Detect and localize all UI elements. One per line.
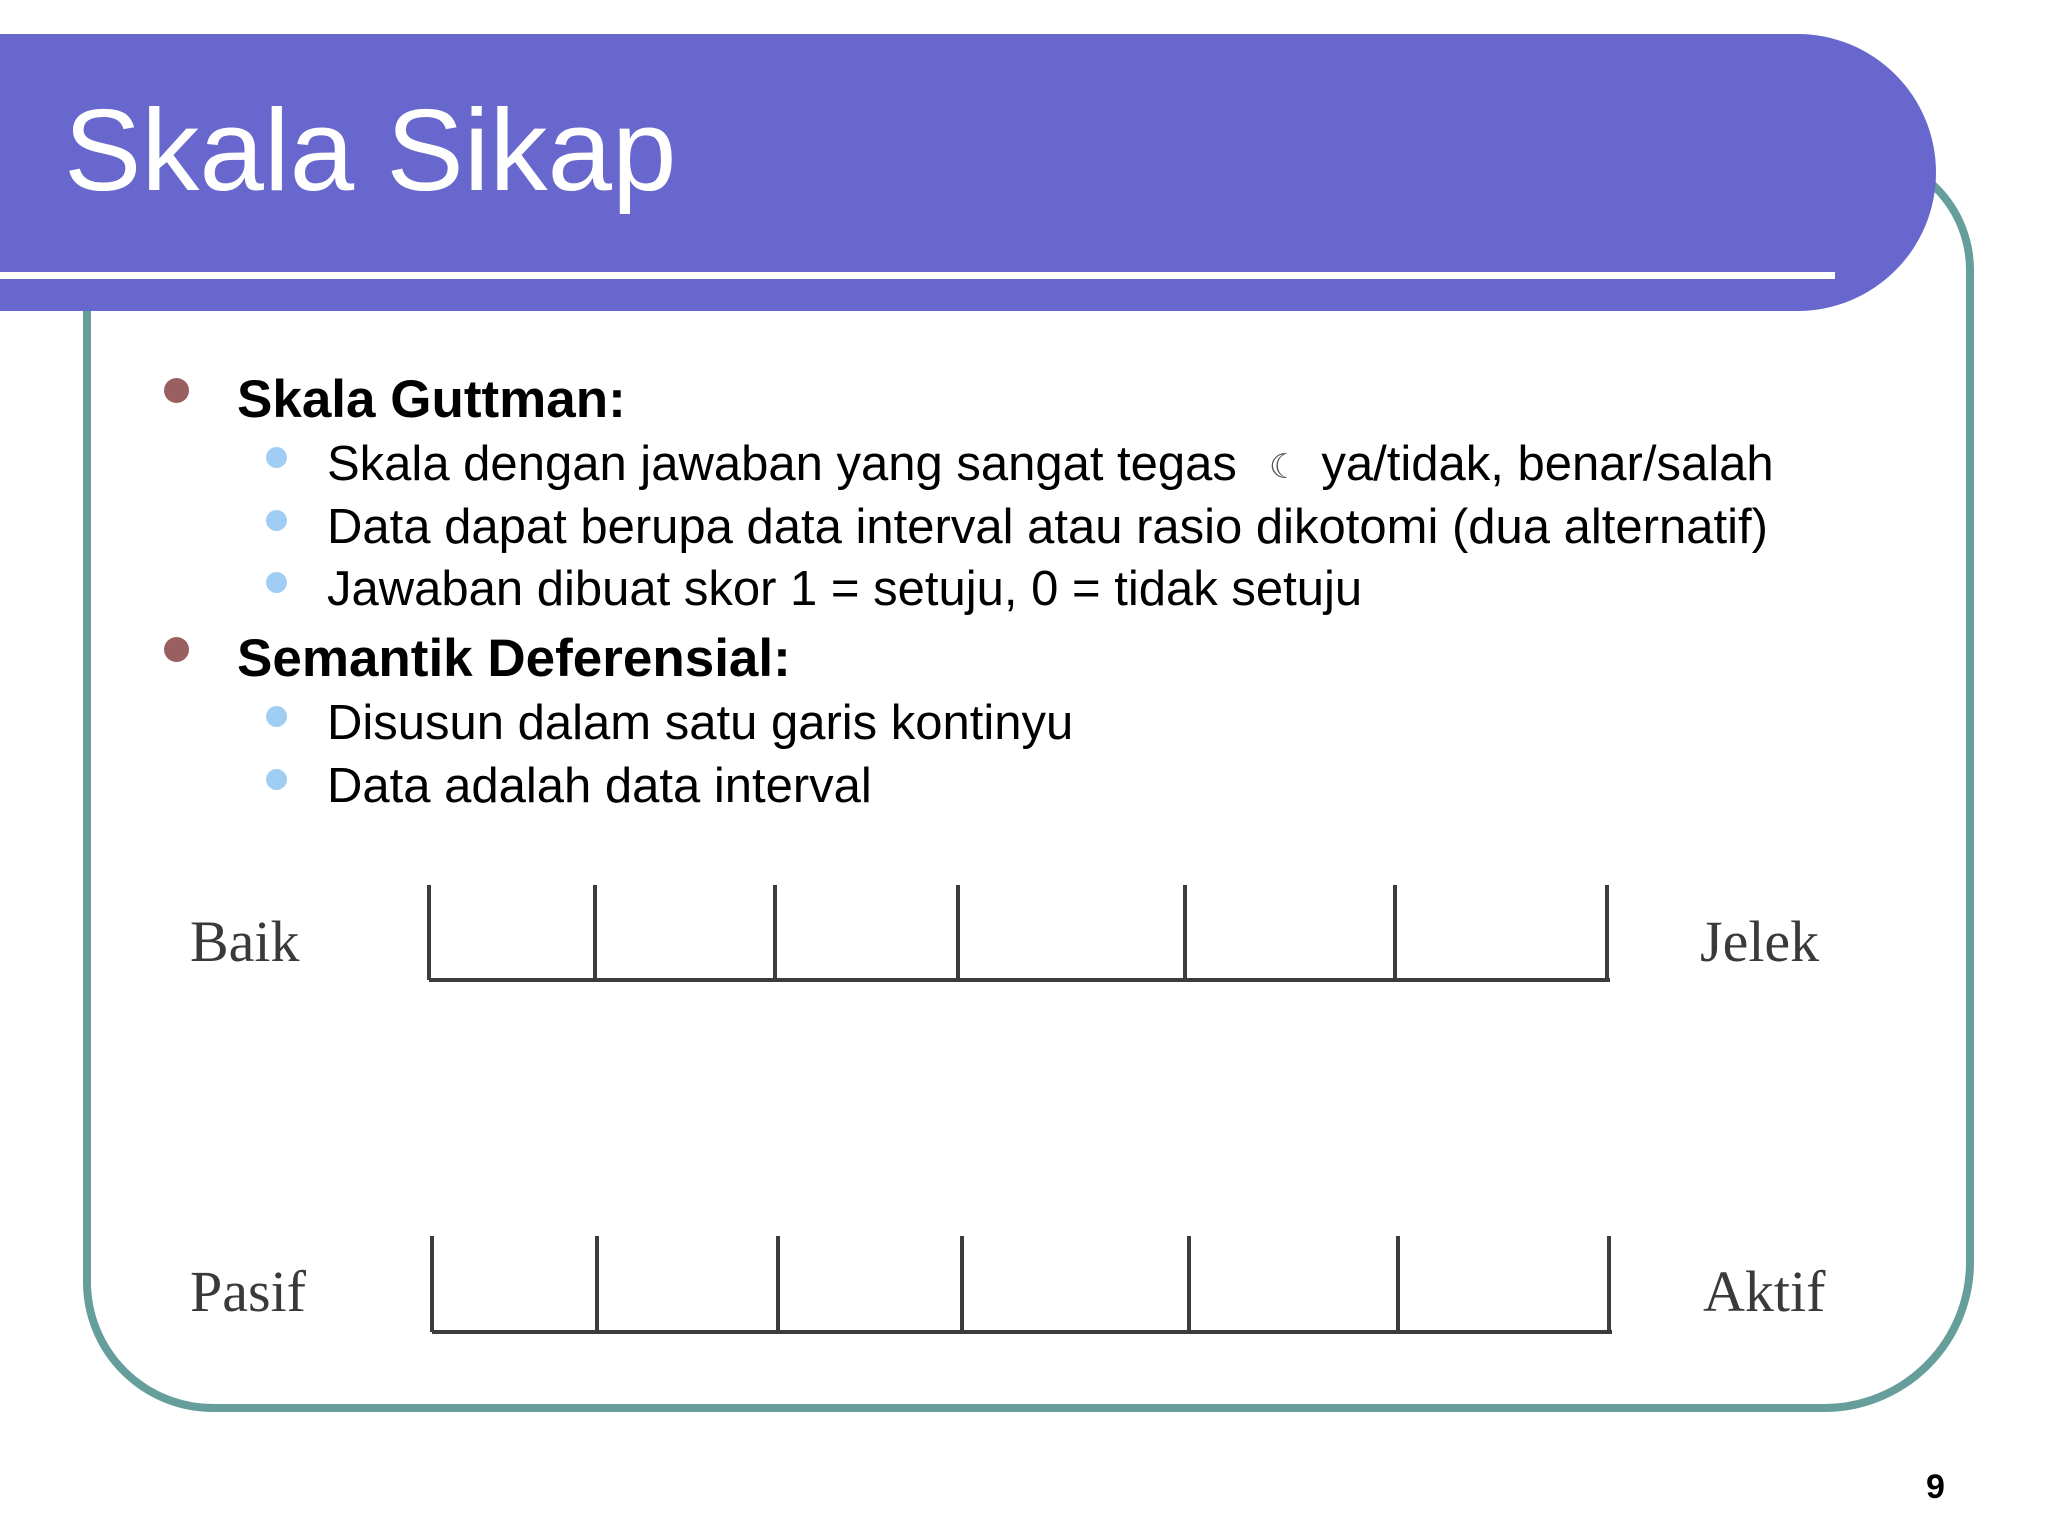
- scale-1-left-label: Baik: [190, 909, 300, 974]
- scale-1-line: [429, 885, 1610, 980]
- list-item: Data adalah data interval: [327, 759, 872, 813]
- scale-2-line: [432, 1236, 1612, 1332]
- list-item-text-after: ya/tidak, benar/salah: [1321, 437, 1774, 491]
- scale-1-right-label: Jelek: [1700, 909, 1820, 974]
- arrow-icon: ☾: [1268, 448, 1300, 487]
- section-heading-guttman: Skala Guttman:: [237, 370, 626, 429]
- list-item: Jawaban dibuat skor 1 = setuju, 0 = tidak setuju: [327, 562, 1363, 616]
- section-heading-semantik: Semantik Deferensial:: [237, 629, 791, 688]
- scale-2-right-label: Aktif: [1703, 1259, 1826, 1324]
- list-item: Data dapat berupa data interval atau rasio dikotomi (dua alternatif): [327, 500, 1768, 554]
- slide-title: Skala Sikap: [64, 85, 677, 215]
- scale-2-left-label: Pasif: [190, 1259, 306, 1324]
- page-number: 9: [1926, 1468, 1945, 1506]
- list-item: Disusun dalam satu garis kontinyu: [327, 696, 1074, 750]
- list-item-text-before: Skala dengan jawaban yang sangat tegas: [327, 437, 1237, 491]
